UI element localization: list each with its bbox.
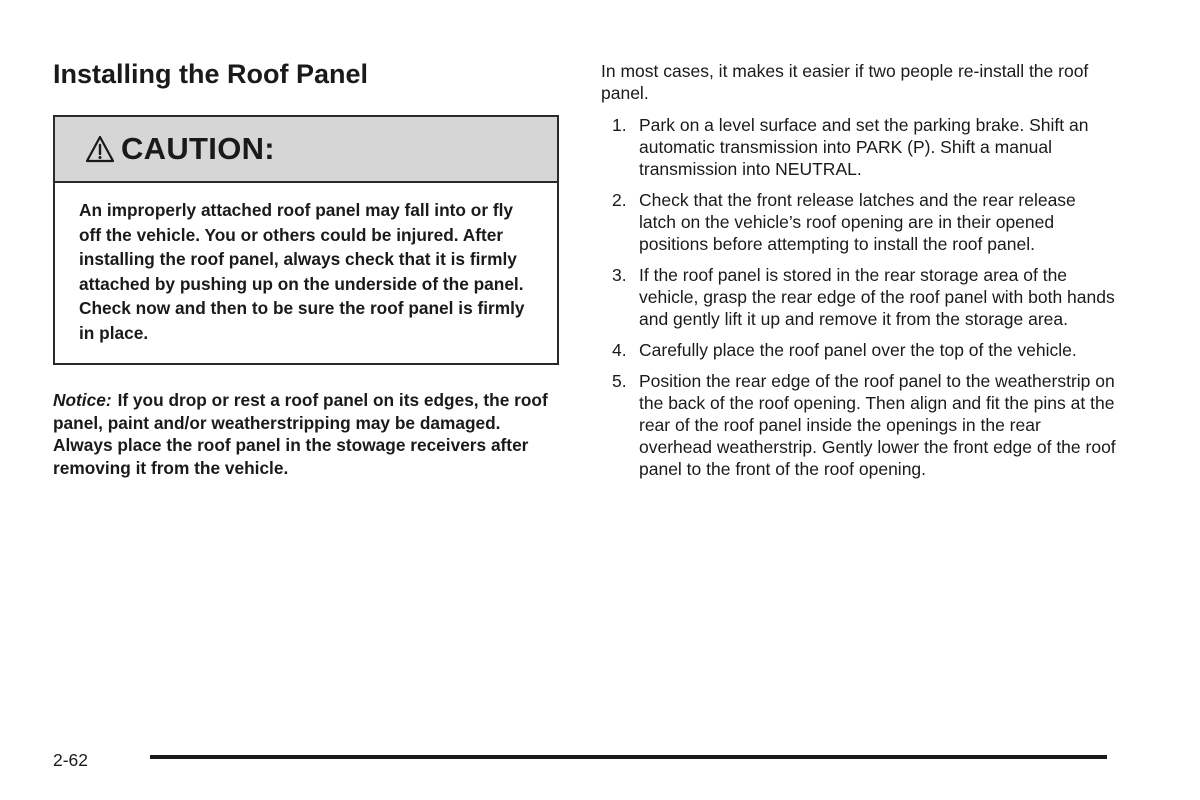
step-text: Position the rear edge of the roof panel to the weatherstrip on the back of the roof opening. Then align and fit the pins at the rear of the roof panel inside the openings in the rear overhead weatherstrip. Gently lower the front edge of the roof panel to the front of the roof opening.: [639, 371, 1116, 479]
intro-paragraph: In most cases, it makes it easier if two people re-install the roof panel.: [601, 61, 1089, 103]
footer-rule: [150, 755, 1107, 759]
page-title: Installing the Roof Panel: [53, 59, 369, 89]
right-column: [601, 60, 1116, 489]
step-text: Park on a level surface and set the parking brake. Shift an automatic transmission into PARK (P). Shift a manual transmission into NEUTRAL.: [639, 115, 1089, 179]
caution-body: An improperly attached roof panel may fall into or fly off the vehicle. You or others could be injured. After installing the roof panel, always check that it is firmly attached by pushing up on the underside of the panel. Check now and then to be sure the roof panel is firmly in place.: [79, 200, 525, 343]
caution-box: [53, 115, 559, 365]
notice-paragraph: [53, 389, 558, 479]
caution-header: [55, 117, 557, 183]
step-item: [601, 114, 1116, 180]
step-item: [601, 339, 1116, 361]
step-number: 2.: [612, 190, 627, 210]
caution-heading: CAUTION:: [121, 131, 275, 166]
page-number: 2-62: [53, 750, 89, 770]
warning-triangle-icon: [85, 135, 115, 163]
step-number: 4.: [612, 340, 627, 360]
left-column: [53, 57, 559, 496]
step-item: [601, 189, 1116, 255]
step-text: If the roof panel is stored in the rear storage area of the vehicle, grasp the rear edge of the roof panel with both hands and gently lift it up and remove it from the storage area.: [639, 265, 1115, 329]
step-number: 5.: [612, 371, 627, 391]
step-number: 3.: [612, 265, 627, 285]
step-item: [601, 264, 1116, 330]
step-text: Check that the front release latches and the rear release latch on the vehicle’s roof opening are in their opened positions before attempting to install the roof panel.: [639, 190, 1076, 254]
step-text: Carefully place the roof panel over the top of the vehicle.: [639, 340, 1077, 360]
step-number: 1.: [612, 115, 627, 135]
notice-label: Notice:: [53, 390, 112, 410]
steps-list: [601, 114, 1116, 480]
notice-text: If you drop or rest a roof panel on its edges, the roof panel, paint and/or weatherstripping may be damaged. Always place the roof panel in the stowage receivers after removing it from the vehicle.: [53, 390, 548, 478]
step-item: [601, 370, 1116, 480]
